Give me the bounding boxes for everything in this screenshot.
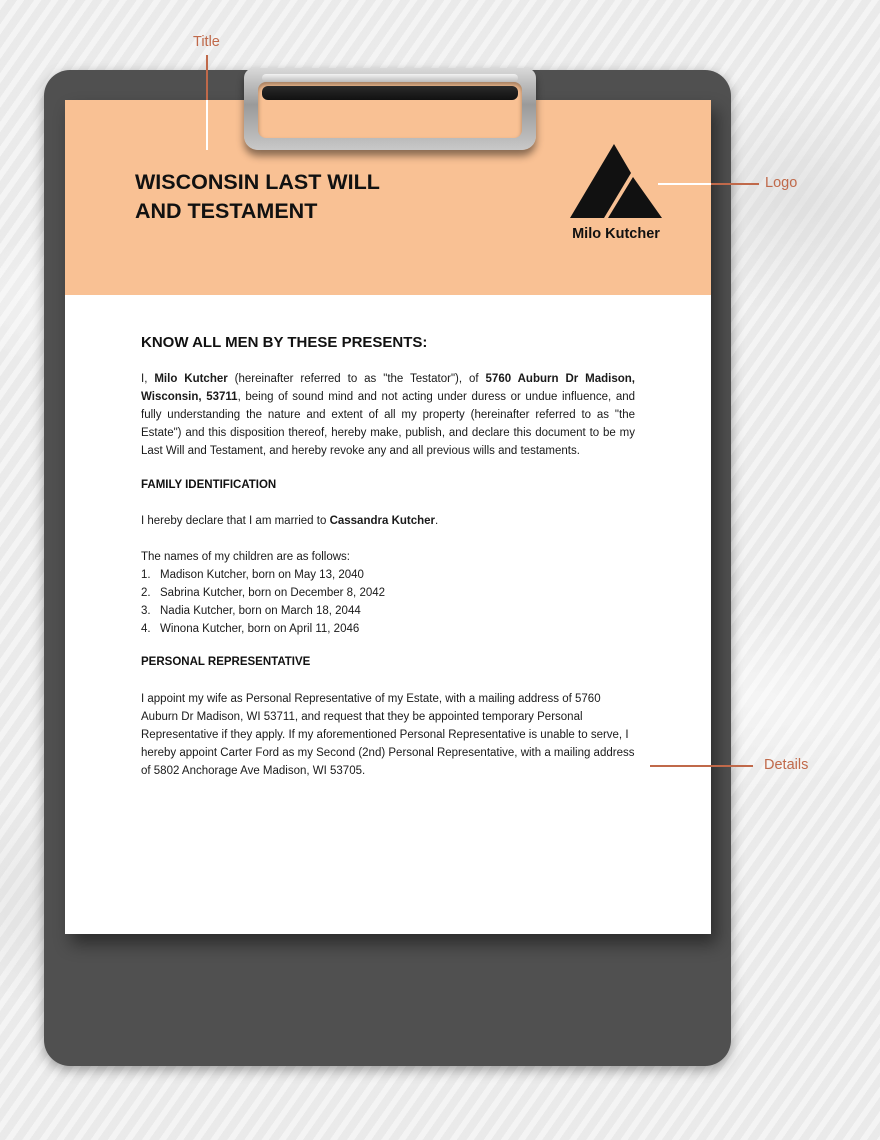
marriage-text: I hereby declare that I am married to (141, 515, 330, 527)
representative-heading: PERSONAL REPRESENTATIVE (141, 656, 311, 668)
clip-bar (262, 86, 518, 100)
child-entry: Sabrina Kutcher, born on December 8, 2042 (160, 587, 386, 599)
list-item (141, 566, 635, 584)
children-list (141, 566, 635, 638)
details-annotation-line (650, 765, 753, 767)
list-number: 2. (141, 587, 151, 599)
marriage-statement (141, 512, 635, 530)
intro-paragraph (141, 370, 635, 460)
list-item (141, 620, 635, 638)
family-heading: FAMILY IDENTIFICATION (141, 479, 277, 491)
intro-text: I, (141, 373, 155, 385)
clip-highlight (262, 74, 518, 82)
list-number: 4. (141, 623, 151, 635)
logo-annotation-line (711, 183, 759, 185)
logo-annotation-line (658, 183, 711, 185)
title-annotation-line (206, 55, 208, 100)
list-item (141, 584, 635, 602)
representative-paragraph: I appoint my wife as Personal Representative of my Estate, with a mailing address of 5760 Auburn Dr Madison, WI 53711, and request that they be appointed temporary Personal Representative if they apply. If my aforementioned Personal Representative is unable to serve, I hereby appoint Carter Ford as my Second (2nd) Personal Representative, with a mailing address of 5802 Anchorage Ave Madison, WI 53705. (141, 693, 635, 777)
mountain-triangles-icon (570, 144, 662, 218)
child-entry: Madison Kutcher, born on May 13, 2040 (160, 569, 364, 581)
details-annotation-label: Details (764, 757, 809, 773)
child-entry: Winona Kutcher, born on April 11, 2046 (160, 623, 360, 635)
list-number: 1. (141, 569, 151, 581)
logo-name: Milo Kutcher (572, 226, 660, 242)
document-title: WISCONSIN LAST WILL AND TESTAMENT (135, 170, 380, 223)
list-item (141, 602, 635, 620)
intro-heading: KNOW ALL MEN BY THESE PRESENTS: (141, 334, 428, 351)
testator-name: Milo Kutcher (154, 373, 228, 385)
intro-text: , being of sound mind and not acting under duress or undue influence, and fully understanding the nature and extent of all my property (hereinafter referred to as "the Estate") and this disposition thereof, hereby make, publish, and declare this document to be my Last Will and Testament, and hereby revoke any and all previous wills and testaments. (141, 391, 636, 457)
logo-annotation-label: Logo (765, 175, 798, 191)
list-number: 3. (141, 605, 151, 617)
testator-address: 5760 Auburn Dr Madison, Wisconsin, 53711 (141, 373, 635, 403)
spouse-name: Cassandra Kutcher (329, 515, 436, 527)
child-entry: Nadia Kutcher, born on March 18, 2044 (160, 605, 361, 617)
intro-text: (hereinafter referred to as "the Testator"), of (227, 373, 486, 385)
children-intro: The names of my children are as follows: (141, 551, 351, 563)
title-annotation-label: Title (193, 34, 220, 50)
title-annotation-line (206, 100, 208, 150)
marriage-text: . (435, 515, 439, 527)
